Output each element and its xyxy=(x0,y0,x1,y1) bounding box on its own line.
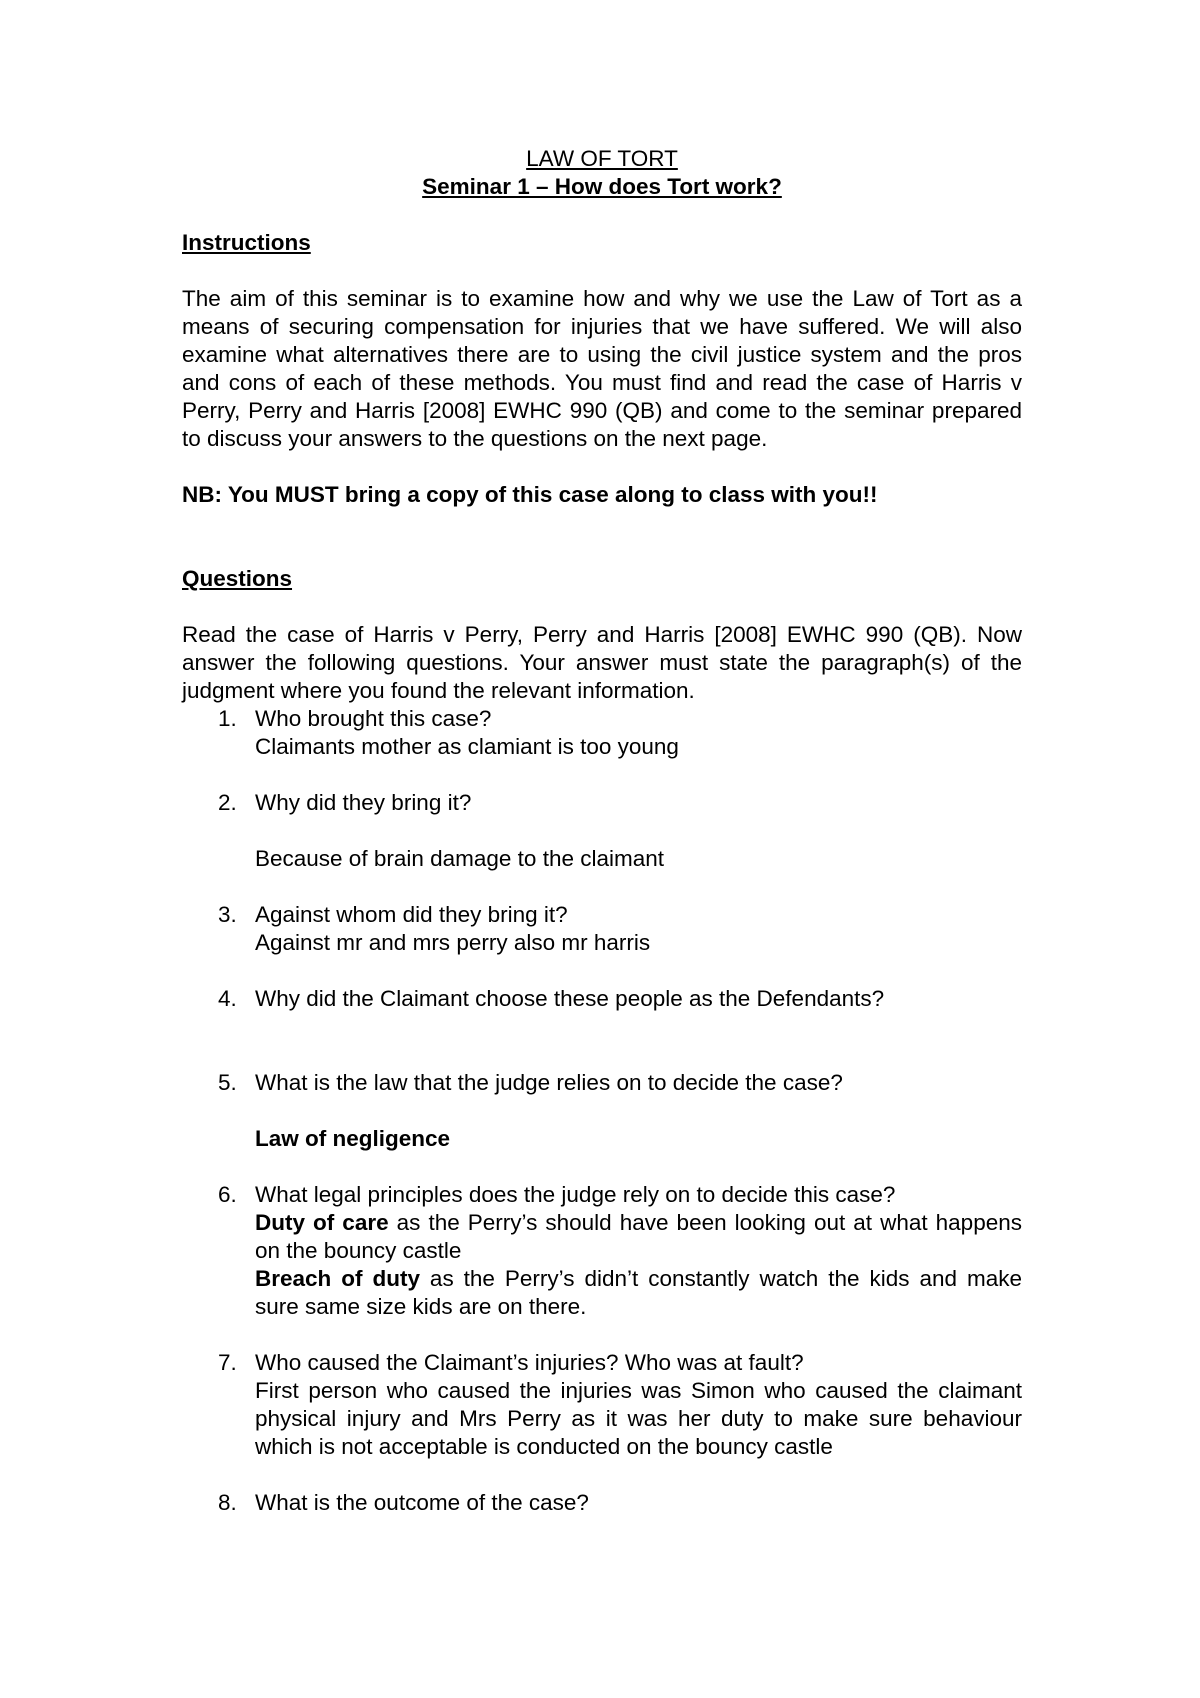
answer-text: Law of negligence xyxy=(255,1126,451,1151)
question-text: What is the outcome of the case? xyxy=(255,1490,589,1515)
question-number: 3. xyxy=(218,902,237,927)
answer-text-breach-of-duty xyxy=(255,1265,1022,1321)
question-item xyxy=(182,1349,1022,1461)
answer-bold-term: Duty of care xyxy=(255,1210,389,1235)
questions-list xyxy=(182,705,1022,1517)
question-text: Who caused the Claimant’s injuries? Who was at fault? xyxy=(255,1350,804,1375)
answer-explanation: as the Perry’s should have been looking out at what happens on the bouncy castle xyxy=(255,1210,1022,1263)
question-item xyxy=(182,705,1022,761)
answer-explanation: as the Perry’s didn’t constantly watch the kids and make sure same size kids are on there. xyxy=(255,1266,1023,1319)
questions-intro: Read the case of Harris v Perry, Perry and Harris [2008] EWHC 990 (QB). Now answer the following questions. Your answer must state the paragraph(s) of the judgment where you found the relevant information. xyxy=(182,622,1022,703)
answer-text: First person who caused the injuries was Simon who caused the claimant physical injury and Mrs Perry as it was her duty to make sure behaviour which is not acceptable is conducted on the bouncy castle xyxy=(255,1378,1022,1459)
document-title: LAW OF TORT xyxy=(526,146,678,171)
question-item xyxy=(182,1489,1022,1517)
question-text: Why did they bring it? xyxy=(255,790,472,815)
question-number: 1. xyxy=(218,706,237,731)
question-number: 8. xyxy=(218,1490,237,1515)
document-subtitle: Seminar 1 – How does Tort work? xyxy=(422,174,782,199)
nb-notice: NB: You MUST bring a copy of this case along to class with you!! xyxy=(182,482,878,507)
question-number: 4. xyxy=(218,986,237,1011)
question-number: 6. xyxy=(218,1182,237,1207)
question-text: What is the law that the judge relies on to decide the case? xyxy=(255,1070,843,1095)
answer-text: Because of brain damage to the claimant xyxy=(255,846,664,871)
question-number: 2. xyxy=(218,790,237,815)
document-page xyxy=(182,145,1022,1517)
question-text: Who brought this case? xyxy=(255,706,492,731)
question-item xyxy=(182,901,1022,957)
question-text: Why did the Claimant choose these people as the Defendants? xyxy=(255,986,885,1011)
question-item xyxy=(182,789,1022,873)
answer-text: Claimants mother as clamiant is too young xyxy=(255,734,679,759)
answer-text: Against mr and mrs perry also mr harris xyxy=(255,930,651,955)
question-item xyxy=(182,1069,1022,1153)
document-header xyxy=(182,145,1022,201)
question-item xyxy=(182,985,1022,1013)
questions-heading: Questions xyxy=(182,566,293,591)
answer-bold-term: Breach of duty xyxy=(255,1266,420,1291)
question-text: What legal principles does the judge rely on to decide this case? xyxy=(255,1182,896,1207)
question-number: 7. xyxy=(218,1350,237,1375)
question-text: Against whom did they bring it? xyxy=(255,902,568,927)
instructions-paragraph: The aim of this seminar is to examine how and why we use the Law of Tort as a means of securing compensation for injuries that we have suffered. We will also examine what alternatives there are to using the civil justice system and the pros and cons of each of these methods. You must find and read the case of Harris v Perry, Perry and Harris [2008] EWHC 990 (QB) and come to the seminar prepared to discuss your answers to the questions on the next page. xyxy=(182,286,1022,451)
answer-text-duty-of-care xyxy=(255,1209,1022,1265)
instructions-heading: Instructions xyxy=(182,230,311,255)
question-number: 5. xyxy=(218,1070,237,1095)
question-item xyxy=(182,1181,1022,1321)
